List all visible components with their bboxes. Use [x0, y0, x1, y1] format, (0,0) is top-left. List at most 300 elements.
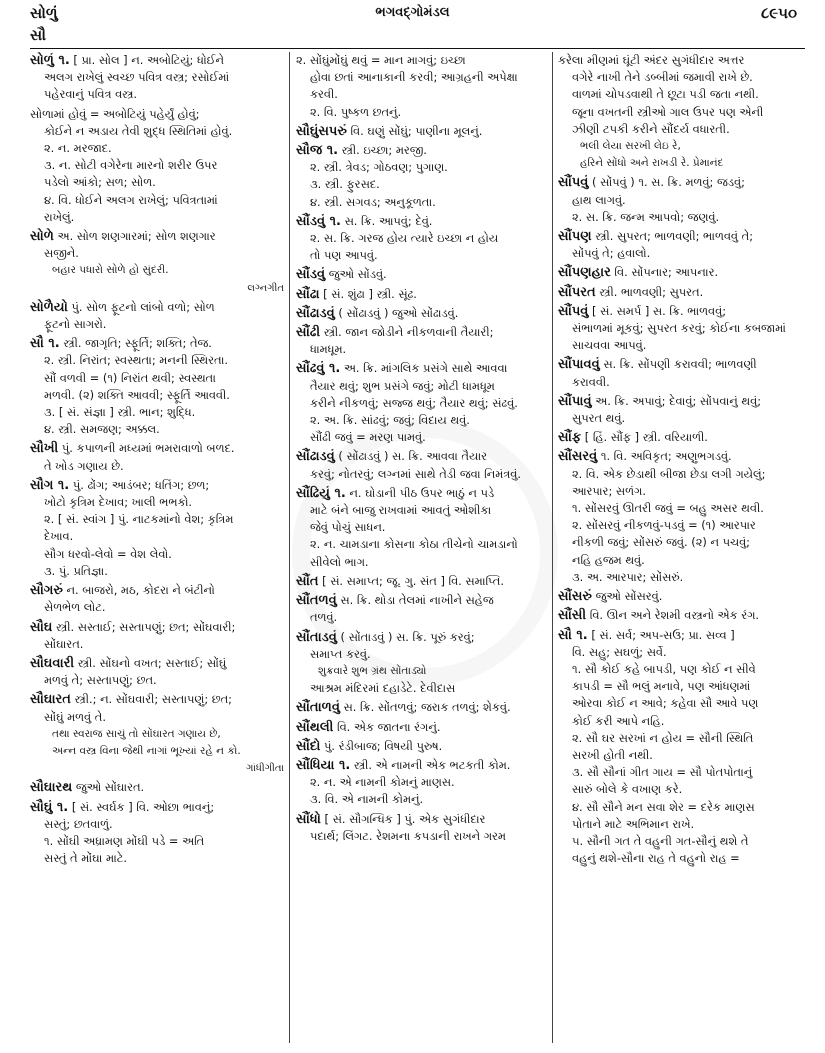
entry-line [30, 672, 284, 689]
entry-text: જેવું પોચું સાધન. [310, 520, 386, 535]
entry-headword: સૌંપવું [558, 175, 589, 191]
entry-first-line [30, 655, 284, 672]
entry-text: ૨. સોંસરવું નીકળવું-પડવું = (૧) આરપાર [572, 518, 756, 533]
entry-text: ૩. પું. પ્રતિજ્ઞા. [44, 563, 108, 578]
entry-line [30, 404, 284, 421]
entry-line [558, 661, 806, 678]
entry-text: ૪. સ્ત્રી. સમજણ; અક્કલ. [44, 422, 160, 437]
column-divider-1 [289, 52, 290, 1043]
entry-text: પું. ઢોંગ; આડંબર; ધતિંગ; છળ; [72, 477, 210, 492]
dictionary-entry [558, 627, 806, 868]
entry-text: સરખી હોતી નથી. [572, 747, 653, 762]
entry-text: સેળભેળ લોટ. [44, 600, 106, 615]
entry-first-line [30, 228, 284, 245]
dictionary-entry [296, 757, 547, 809]
entry-first-line [296, 573, 547, 590]
entry-headword: સૌંતાળવું [296, 700, 340, 716]
entry-text: પહેરવાનું પવિત્ર વસ્ત્ર. [44, 87, 138, 102]
entry-headword: સોળૈયો [30, 299, 68, 315]
entry-text: આરપાર; સળંગ. [572, 483, 646, 498]
entry-first-line [30, 477, 284, 494]
entry-line [558, 678, 806, 695]
dictionary-entry [30, 779, 284, 796]
entry-text: ૨. સ. ક્રિ. ગરજ હોય ત્યારે ઇચ્છા ન હોય [310, 231, 499, 246]
entry-line [30, 850, 284, 867]
entry-line [296, 609, 547, 626]
entry-text: ૧. સૌ કોઈ કહે બાપડી, પણ કોઈ ન સીવે [572, 661, 756, 676]
entry-line [30, 709, 284, 726]
entry-line [558, 781, 806, 798]
entry-line [296, 646, 547, 663]
page-number: ૮૯૫૦ [760, 4, 797, 22]
entry-text: ( સોંઢાડવું ) જુઓ સોંઢાડવું. [338, 305, 459, 320]
entry-text: સસ્તું તે મોંઘા માટે. [44, 851, 128, 866]
entry-first-line [296, 324, 547, 341]
entry-text: જુઓ સોંસરવું. [595, 589, 663, 604]
entry-first-line [558, 448, 806, 465]
dictionary-entry [296, 629, 547, 698]
entry-headword: સૌંપરત [558, 284, 596, 300]
entry-line [558, 374, 806, 391]
entry-line [558, 850, 806, 867]
dictionary-entry [296, 266, 547, 283]
entry-headword: સૌંઢી [296, 325, 321, 341]
entry-line [30, 245, 284, 262]
entry-line [30, 209, 284, 226]
entry-first-line [296, 629, 547, 646]
entry-headword: સૌઘારથ [30, 780, 73, 796]
entry-headword: સૌંથલી [296, 719, 334, 735]
header-rule [30, 48, 805, 49]
entry-text: સ્ત્રી. સોંઘનો વખત; સસ્તાઈ; સોંઘું [77, 655, 227, 670]
entry-text: [ સં. સર્વ; અપ-સઉ; પ્રા. સવ્વ ] [591, 627, 735, 642]
entry-text: ( સોંપવું ) ૧. સ. ક્રિ. મળવું; જડવું; [592, 175, 745, 190]
entry-text: કોઈને ન અડાય તેવી શુદ્ધ સ્થિતિમાં હોવું. [44, 123, 233, 138]
entry-line [30, 370, 284, 387]
dictionary-entry [30, 335, 284, 438]
entry-headword: સૌંઢવું ૧. [296, 361, 341, 377]
entry-line [558, 245, 806, 262]
dictionary-entry [296, 738, 547, 755]
entry-line [296, 519, 547, 536]
entry-line [558, 833, 806, 850]
dictionary-entry [558, 174, 806, 226]
entry-text: રાખેલું. [44, 209, 75, 224]
entry-text: સ્ત્રી.; ન. સોંઘવારી; સસ્તાપણું; છત; [74, 692, 232, 707]
entry-text: [ સં. સૌગન્ધિક ] પું. એક સુગંધીદાર [324, 811, 486, 826]
entry-line [558, 69, 806, 86]
entry-headword: સૌઘારત [30, 692, 71, 708]
entry-first-line [558, 52, 806, 69]
entry-line [30, 157, 284, 174]
entry-headword: સૌંત [296, 573, 319, 589]
entry-line [558, 192, 806, 209]
entry-text: સ્ત્રી. સુપરત; ભાળવણી; ભાળવવું તે; [595, 229, 754, 244]
dictionary-entry [296, 213, 547, 265]
entry-headword: સૌઘ [30, 619, 53, 635]
dictionary-entry [296, 142, 547, 211]
dictionary-entry [30, 582, 284, 616]
dictionary-entry [558, 393, 806, 427]
entry-headword: સૌજ ૧. [296, 143, 339, 159]
entry-text: સ. ક્રિ. થોડા તેલમાં નાખીને સહેજ [340, 593, 494, 608]
entry-line [558, 138, 806, 155]
entry-text: ૩. ન. સોટી વગેરેના મારનો શરીર ઉપર [44, 158, 218, 173]
entry-text: હાથ લાગવું. [572, 192, 626, 207]
entry-text: સ્ત્રી. ઇચ્છા; મરજી. [341, 143, 427, 158]
entry-text: સારું બોલે કે વખાણ કરે. [572, 782, 683, 797]
entry-headword: સૌ ૧. [30, 336, 60, 352]
column-3 [558, 52, 806, 1045]
page-header [0, 0, 825, 26]
entry-text: ઓરવા કોઈ ન આવે; કહેવા સૌ આવે પણ [572, 696, 759, 711]
entry-line [296, 69, 547, 86]
entry-text: ફૂટનો સાગરો. [44, 317, 107, 332]
entry-text: તો પણ આપવું. [310, 248, 378, 263]
entry-text: સોંઘારત. [44, 636, 84, 651]
entry-text: અ. સોળ શણગારમાં; સોળ શણગાર [57, 229, 216, 244]
entry-text: પદાર્થ; લિંગટ. રેશમના કપડાની રાખને ગરમ [310, 828, 506, 843]
entry-line [296, 663, 547, 680]
entry-headword: સોળું ૧. [30, 53, 70, 68]
entry-first-line [296, 485, 547, 502]
entry-line [30, 262, 284, 279]
entry-text: કરીને નીકળવું; સજ્જ થવું; તૈયાર થવું; સંઢવું. [310, 395, 518, 410]
entry-line [30, 833, 284, 850]
entry-text: શુક્રવારે શુભ ગ્રંથ સોંતાડ્યો [318, 664, 427, 677]
dictionary-entry [296, 719, 547, 736]
dictionary-entry [558, 356, 806, 390]
entry-line [30, 192, 284, 209]
entry-line [558, 410, 806, 427]
entry-text: સ. ક્રિ. સોંપણી કરાવવી; ભાળવણી [603, 357, 757, 372]
entry-first-line [558, 174, 806, 191]
entry-line [558, 644, 806, 661]
entry-first-line [558, 607, 806, 624]
entry-line [558, 517, 806, 534]
entry-text: પું. રંડીબાજ; વિષયી પુરુષ. [324, 738, 443, 753]
entry-text: ગાંધીગીતા [246, 763, 284, 775]
dictionary-entry [558, 264, 806, 281]
entry-text: કરવી. [310, 87, 338, 102]
entry-line [558, 104, 806, 121]
entry-first-line [558, 284, 806, 301]
entry-text: ઝીણી ટપકી કરીને સૌંદર્ય વધારતી. [572, 121, 730, 136]
entry-text: નહિ હજમ થવું. [572, 552, 645, 567]
entry-text: ૩. સ્ત્રી. ફુરસદ. [310, 177, 380, 192]
entry-text: વિ. ઘણું સોંઘું; પાણીના મૂલનું. [350, 123, 483, 138]
entry-text: તળવું. [310, 610, 338, 625]
entry-text: વિ. સોંપનાર; આપનાર. [614, 265, 719, 280]
entry-first-line [296, 213, 547, 230]
entry-text: ૨. સૌ ઘર સરખાં ન હોય = સૌની સ્થિતિ [572, 730, 754, 745]
entry-first-line [296, 123, 547, 140]
entry-text: ૧. વિ. અવિકૃત; અણુભગડવું. [600, 449, 732, 464]
dictionary-entry [296, 592, 547, 626]
entry-text: ૨. વિ. પુષ્કળ છતનું. [310, 104, 402, 119]
entry-text: સ્ત્રી. જાગૃતિ; સ્ફૂર્તિ; શક્તિ; તેજ. [63, 336, 212, 351]
entry-text: લગ્નગીત [247, 282, 284, 294]
entry-text: કોઈ કરી આપે નહિ. [572, 713, 665, 728]
entry-line [558, 569, 806, 586]
book-title: ભગવદ્ગોમંડલ [375, 5, 450, 20]
entry-line [30, 123, 284, 140]
entry-headword: સૌંસરું [558, 589, 592, 605]
entry-text: સીવેલો ભાગ. [310, 554, 369, 569]
dictionary-entry [30, 799, 284, 868]
entry-headword: સૌ ૧. [558, 627, 588, 643]
entry-line [30, 352, 284, 369]
entry-first-line [30, 619, 284, 636]
column-divider-2 [552, 52, 553, 1043]
entry-text: પું. કપાળની મધ્યમાં ભમરાવાળો બળદ. [61, 441, 235, 456]
dictionary-entry [296, 123, 547, 140]
entry-headword: સૌંફ [558, 430, 582, 446]
entry-line [30, 816, 284, 833]
entry-first-line [30, 440, 284, 457]
entry-line [296, 466, 547, 483]
entry-headword: સૌંપાવવું [558, 357, 600, 373]
entry-line [296, 247, 547, 264]
entry-text: ન. ઘોડાની પીઠ ઉપર ભાઠું ન પડે [349, 485, 495, 500]
entry-text: ખોટો કૃત્રિમ દેખાવ; ખાલી ભભકો. [44, 495, 193, 510]
entry-line [296, 412, 547, 429]
entry-line [296, 536, 547, 553]
entry-text: વિ. સહુ; સઘળું; સર્વે. [572, 644, 667, 659]
dictionary-entry [30, 228, 284, 297]
entry-text: તૈયાર થવું; શુભ પ્રસંગે જવું; મોટી ધામધૂમ [310, 378, 495, 393]
entry-line [296, 554, 547, 571]
entry-first-line [30, 799, 284, 816]
entry-text: પડેલો આંકો; સળ; સોળ. [44, 175, 156, 190]
dictionary-entry [30, 655, 284, 689]
entry-text: સોંપવું તે; હવાલો. [572, 246, 651, 261]
dictionary-entry [30, 619, 284, 653]
dictionary-entry [558, 303, 806, 355]
entry-line [296, 194, 547, 211]
entry-text: અલગ રાખેલું સ્વચ્છ પવિત્ર વસ્ત્ર; રસોઈમાં [44, 70, 230, 85]
entry-headword: સૌંપવું [558, 303, 589, 319]
entry-line [296, 86, 547, 103]
entry-first-line [296, 592, 547, 609]
entry-headword: સૌંપણહાર [558, 265, 611, 281]
entry-headword: સૌંધિયા ૧. [296, 757, 351, 773]
entry-line [30, 546, 284, 563]
entry-headword: સૌંસી [558, 608, 587, 624]
entry-text: ૨. સ્ત્રી. ત્રેવડ; ગોઠવણ; પુગાણ. [310, 160, 448, 175]
entry-line [558, 155, 806, 172]
entry-line [558, 695, 806, 712]
entry-text: બહાર પધારો સોળે હો સુંદરી. [52, 264, 169, 277]
entry-text: કરેલા મીણમાં ઘૂંટી અંદર સુગંધીદાર અત્તર [558, 53, 745, 67]
entry-headword: સૌઘવારી [30, 655, 75, 671]
entry-line [558, 483, 806, 500]
dictionary-entry [296, 305, 547, 322]
entry-line [30, 69, 284, 86]
entry-headword: સૌઘું ૧. [30, 799, 69, 815]
entry-first-line [296, 719, 547, 736]
entry-text: [ સં. સ્વર્ઘક ] વિ. ઓછા ભાવનું; [71, 799, 215, 814]
dictionary-entry [30, 52, 284, 104]
entry-text: નીકળી જવું; સોંસરું જવું. (૨) ન પચવું; [572, 535, 751, 550]
entry-first-line [296, 286, 547, 303]
entry-first-line [30, 691, 284, 708]
entry-text: ૨. ન. ચામડાના કોસના કોઠા તીચેનો ચામડાનો [310, 537, 518, 552]
entry-headword: સૌંઢાડવું [296, 449, 335, 465]
dictionary-entry [296, 360, 547, 446]
entry-first-line [558, 303, 806, 320]
entry-first-line [296, 52, 547, 69]
entry-text: હોવા છતાં આનાકાની કરવી; આગ્રહની અપેક્ષા [310, 70, 518, 85]
entry-first-line [296, 305, 547, 322]
entry-text: સંભાળમાં મૂકવું; સુપરત કરવું; કોઈના કબજામાં [572, 321, 786, 336]
entry-line [30, 636, 284, 653]
entry-text: અ. ક્રિ. અપાવું; દેવાવું; સોંપવાનું થવું; [595, 393, 762, 408]
entry-text: સોંઘું મળવું તે. [44, 709, 106, 724]
dictionary-entry [296, 485, 547, 571]
entry-headword: સૌંઢિયું ૧. [296, 485, 346, 501]
entry-line [30, 563, 284, 580]
entry-first-line [296, 266, 547, 283]
entry-first-line [296, 811, 547, 828]
dictionary-entry [30, 477, 284, 580]
entry-line [558, 552, 806, 569]
entry-first-line [558, 264, 806, 281]
entry-headword: સૌંતળવું [296, 593, 337, 609]
entry-first-line [296, 360, 547, 377]
entry-text: અન્ન વસ્ત્ર વિના જેથી નાગાં ભૂખ્યાં રહે ન કો. [52, 744, 241, 757]
entry-text: કરવું; નોતરવું; લગ્નમાં સાથે તેડી જવા નિમંત્રવું. [310, 466, 521, 481]
entry-text: સ્ત્રી. ભાળવણી; સુપરત. [599, 284, 704, 299]
entry-line [30, 599, 284, 616]
entry-headword: સૌંસરવું [558, 449, 598, 465]
entry-line [30, 387, 284, 404]
entry-text: ૩. અ. આરપાર; સોંસરું. [572, 569, 684, 584]
entry-text: ભલી લેયા સરખી લેઇ રે, [580, 140, 681, 153]
entry-first-line [30, 106, 284, 123]
entry-text: કરાવવી. [572, 374, 610, 389]
entry-text: જૂના વખતની સ્ત્રીઓ ગાલ ઉપર પણ એની [572, 104, 764, 119]
entry-text: તે ખોડ ગણાય છે. [44, 458, 124, 473]
entry-text: સૌં વળવી = (૧) નિરાંત થવી; સ્વસ્થતા [44, 370, 216, 385]
entry-line [296, 230, 547, 247]
entry-line [558, 121, 806, 138]
entry-line [558, 534, 806, 551]
entry-first-line [296, 738, 547, 755]
entry-headword: સૌંપાવું [558, 393, 592, 409]
entry-text: [ સં. શુંઢા ] સ્ત્રી. સૂંઢ. [323, 286, 417, 301]
entry-line [296, 104, 547, 121]
entry-text: કાપડી = સૌ ભલું મનાવે, પણ આંધણમાં [572, 679, 751, 694]
entry-line [558, 500, 806, 517]
entry-text: સૌંઢી જવું = મરણ પામવું. [310, 430, 426, 445]
entry-text: સોળામાં હોવું = અબોટિયું પહેર્યું હોવું; [30, 106, 200, 121]
entry-headword: સૌગ ૧. [30, 477, 70, 493]
dictionary-entry [558, 607, 806, 624]
entry-first-line [558, 627, 806, 644]
entry-text: તથા સ્વરાજ સાચું તો સોંઘારત ગણાય છે, [52, 727, 221, 740]
left-guide-word: સોળું [30, 4, 58, 22]
entry-text: હરિને સોંધો અને રાખડી રે. પ્રેમાનંદ [580, 157, 724, 170]
entry-headword: સૌઘુંસપરું [296, 123, 347, 139]
entry-headword: સૌંતાડવું [296, 629, 337, 645]
entry-headword: સૌંદો [296, 738, 321, 754]
entry-first-line [558, 588, 806, 605]
entry-text: માટે બંને બાજુ રાખવામાં આવતું ઓશીકા [310, 503, 492, 518]
entry-line [558, 86, 806, 103]
dictionary-entry [30, 106, 284, 226]
entry-line [558, 320, 806, 337]
entry-text: [ પ્રા. સોલ ] ન. અબોટિયું; ધોઈને [73, 53, 224, 67]
entry-line [296, 341, 547, 358]
entry-line [296, 395, 547, 412]
entry-text: ( સોંતાડવું ) સ. ક્રિ. પૂરું કરવું; [340, 629, 475, 644]
dictionary-entry [296, 448, 547, 482]
entry-headword: સૌંઢાડવું [296, 305, 335, 321]
entry-text: પું. સોળ ફૂટનો લાંબો વળો; સોળ [71, 299, 215, 314]
entry-line [558, 713, 806, 730]
entry-headword: સૌંધો [296, 811, 321, 827]
entry-line [558, 799, 806, 816]
entry-first-line [296, 699, 547, 716]
entry-line [296, 159, 547, 176]
entry-text: વાળમાં ચોપડવાથી તે છૂટા પડી જતા નથી. [572, 87, 759, 102]
entry-line [296, 828, 547, 845]
entry-text: સ્ત્રી. સસ્તાઈ; સસ્તાપણું; છત; સોંઘવારી; [56, 619, 236, 634]
entry-line [296, 176, 547, 193]
entry-text: સાચવવા આપવું. [572, 338, 647, 353]
entry-text: ૨. વિ. એક છેડાથી બીજા છેડા લગી ગયેલું; [572, 466, 766, 481]
entry-line [30, 494, 284, 511]
entry-line [558, 730, 806, 747]
entry-first-line [30, 299, 284, 316]
dictionary-entry [558, 429, 806, 446]
entry-text: ૧. સોંસરવું ઊતરી જવું = બહુ અસર થવી. [572, 501, 764, 516]
entry-text: [ સં. સમાપ્ત; જૂ. ગુ. સંત ] વિ. સમાપ્તિ. [322, 573, 504, 588]
entry-headword: સૌંડવું [296, 267, 326, 283]
entry-headword: સૌંડવું ૧. [296, 213, 341, 229]
entry-first-line [558, 228, 806, 245]
entry-line [30, 743, 284, 760]
entry-text: ૪. સ્ત્રી. સગવડ; અનુકૂળતા. [310, 194, 436, 209]
entry-line [30, 280, 284, 297]
entry-text: વહુનું થશે-સૌના રાહ તે વહુનો રાહ = [572, 851, 740, 866]
entry-first-line [30, 779, 284, 796]
entry-first-line [558, 356, 806, 373]
entry-text: ૨. અ. ક્રિ. સાંઢવું; જવું; વિદાય થવું. [310, 413, 470, 428]
entry-text: ૨. ન. મરજાદ. [44, 141, 112, 156]
entry-headword: સૌખી [30, 441, 59, 457]
entry-line [30, 726, 284, 743]
entry-line [30, 174, 284, 191]
entry-text: પોતાને માટે અભિમાન રાખે. [572, 816, 695, 831]
entry-text: ૨. ન. એ નામની કોમનું માણસ. [310, 775, 455, 790]
dictionary-entry [30, 440, 284, 474]
entry-line [30, 86, 284, 103]
entry-first-line [30, 52, 284, 69]
entry-first-line [30, 582, 284, 599]
entry-text: ૨. સ. ક્રિ. જન્મ આપવો; જણવું. [572, 209, 720, 224]
entry-text: આશ્રમ મંદિરમાં દહાડેટે. દેવીદાસ [310, 681, 456, 696]
entry-line [296, 429, 547, 446]
entry-text: ૪. સૌ સૌને મન સવા શેર = દરેક માણસ [572, 799, 755, 814]
dictionary-entry [558, 588, 806, 605]
entry-text: ૩. વિ. એ નામની કોમનું. [310, 792, 424, 807]
entry-text: ધામધૂમ. [310, 342, 347, 357]
entry-line [558, 764, 806, 781]
second-guide-word: સૌ [30, 26, 47, 44]
entry-text: સ. ક્રિ. સોંતળવું; જરાક તળવું; શેકવું. [343, 700, 511, 715]
